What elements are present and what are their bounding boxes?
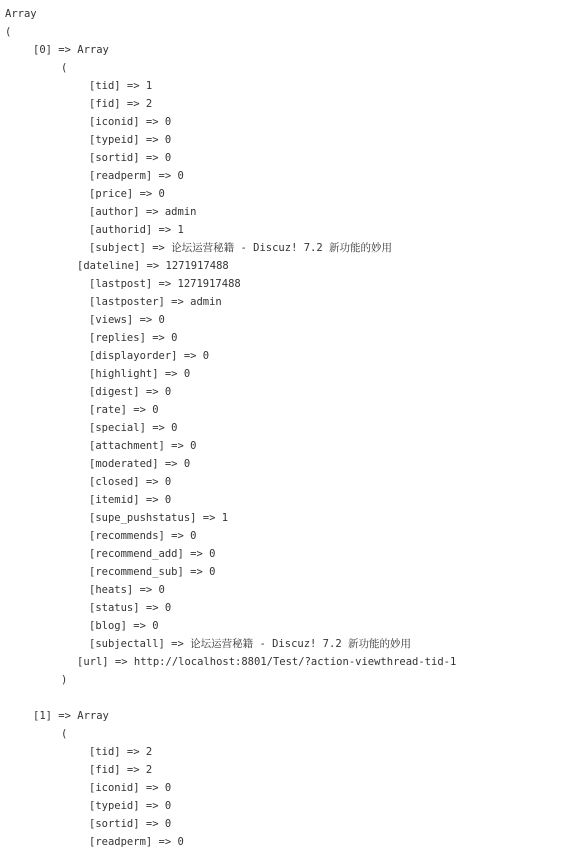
field-fid: [fid] => 2 (89, 764, 153, 776)
field-typeid: [typeid] => 0 (89, 134, 172, 146)
field-digest: [digest] => 0 (89, 386, 172, 398)
open-paren: ( (5, 26, 12, 38)
field-sortid: [sortid] => 0 (89, 818, 172, 830)
field-tid: [tid] => 1 (89, 80, 153, 92)
field-rate: [rate] => 0 (89, 404, 159, 416)
array-index-1: [1] => Array (33, 710, 109, 722)
field-price: [price] => 0 (89, 188, 165, 200)
field-sortid: [sortid] => 0 (89, 152, 172, 164)
field-itemid: [itemid] => 0 (89, 494, 172, 506)
field-moderated: [moderated] => 0 (89, 458, 191, 470)
array-index-0: [0] => Array (33, 44, 109, 56)
field-recommend-add: [recommend_add] => 0 (89, 548, 216, 560)
open-paren: ( (61, 728, 68, 740)
field-author: [author] => admin (89, 206, 197, 218)
field-displayorder: [displayorder] => 0 (89, 350, 210, 362)
field-recommends: [recommends] => 0 (89, 530, 197, 542)
field-url: [url] => http://localhost:8801/Test/?action-viewthread-tid-1 (77, 656, 457, 668)
field-special: [special] => 0 (89, 422, 178, 434)
field-lastposter: [lastposter] => admin (89, 296, 222, 308)
field-iconid: [iconid] => 0 (89, 116, 172, 128)
field-highlight: [highlight] => 0 (89, 368, 191, 380)
field-readperm: [readperm] => 0 (89, 170, 184, 182)
field-blog: [blog] => 0 (89, 620, 159, 632)
field-recommend-sub: [recommend_sub] => 0 (89, 566, 216, 578)
field-lastpost: [lastpost] => 1271917488 (89, 278, 241, 290)
field-replies: [replies] => 0 (89, 332, 178, 344)
field-closed: [closed] => 0 (89, 476, 172, 488)
field-heats: [heats] => 0 (89, 584, 165, 596)
array-header: Array (5, 8, 37, 20)
field-readperm: [readperm] => 0 (89, 836, 184, 848)
field-dateline: [dateline] => 1271917488 (77, 260, 229, 272)
open-paren: ( (61, 62, 68, 74)
field-status: [status] => 0 (89, 602, 172, 614)
close-paren: ) (61, 674, 68, 686)
field-authorid: [authorid] => 1 (89, 224, 184, 236)
field-attachment: [attachment] => 0 (89, 440, 197, 452)
field-iconid: [iconid] => 0 (89, 782, 172, 794)
field-subject: [subject] => 论坛运营秘籍 - Discuz! 7.2 新功能的妙用 (89, 242, 393, 254)
field-tid: [tid] => 2 (89, 746, 153, 758)
field-fid: [fid] => 2 (89, 98, 153, 110)
field-typeid: [typeid] => 0 (89, 800, 172, 812)
field-subjectall: [subjectall] => 论坛运营秘籍 - Discuz! 7.2 新功能的妙用 (89, 638, 411, 650)
field-views: [views] => 0 (89, 314, 165, 326)
field-supe-pushstatus: [supe_pushstatus] => 1 (89, 512, 229, 524)
